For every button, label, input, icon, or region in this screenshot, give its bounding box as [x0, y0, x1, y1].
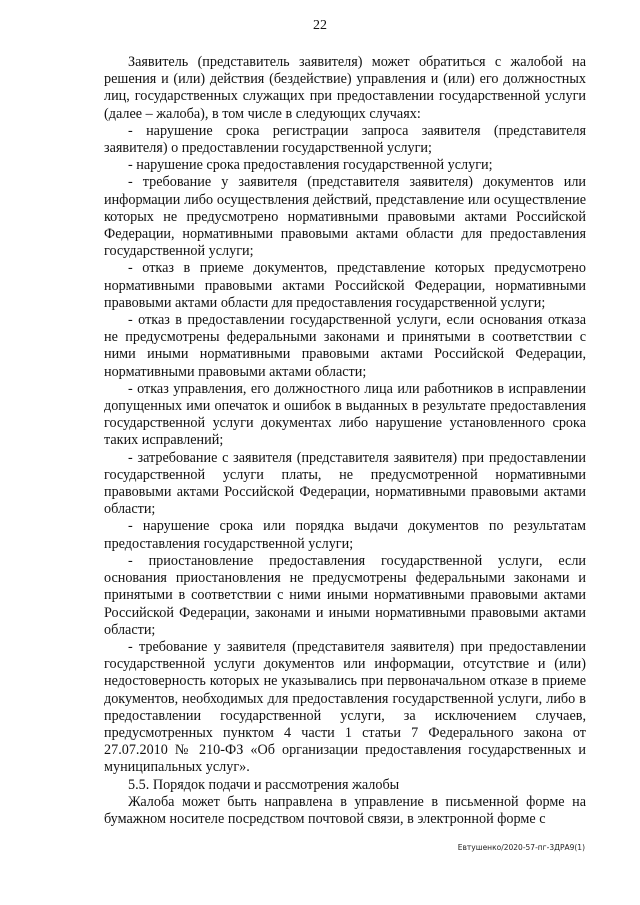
section-heading: 5.5. Порядок подачи и рассмотрения жалобы	[128, 776, 400, 793]
list-item: - отказ управления, его должностного лица или работников в исправлении допущенных ими опечаток и ошибок в выданных в результате предоставления государственной услуги документах либо нарушение установленного срока таких исправлений;	[104, 380, 586, 449]
paragraph-complaint: Жалоба может быть направлена в управление в письменной форме на бумажном носителе посредством почтовой связи, в электронной форме с	[104, 793, 586, 827]
list-item: - нарушение срока или порядка выдачи документов по результатам предоставления государственной услуги;	[104, 518, 586, 552]
footer-code: Евтушенко/2020-57-пг-3ДРА9(1)	[457, 843, 585, 852]
list-item: - требование у заявителя (представителя заявителя) документов или информации либо осуществления действий, представление или осуществление которых не предусмотрено нормативными правовыми актами Российской Федерации, нормативными правовыми актами области для предоставления государственной услуги;	[104, 174, 586, 260]
page-number: 22	[313, 18, 327, 33]
list-item: - отказ в предоставлении государственной услуги, если основания отказа не предусмотрены федеральными законами и принятыми в соответствии с ними иными нормативными правовыми актами Российской Федерации, нормативными правовыми актами области;	[104, 312, 586, 380]
list-item: - затребование с заявителя (представителя заявителя) при предоставлении государственной услуги платы, не предусмотренной нормативными правовыми актами Российской Федерации, нормативными правовыми актами области;	[104, 449, 586, 518]
list-item: - приостановление предоставления государственной услуги, если основания приостановления не предусмотрены федеральными законами и принятыми в соответствии с ними иными нормативными правовыми актами Российской Федерации, законами и иными нормативными правовыми актами области;	[104, 552, 586, 638]
list-item: - требование у заявителя (представителя заявителя) при предоставлении государственной услуги документов или информации, отсутствие и (или) недостоверность которых не указывались при первоначальном отказе в приеме документов, необходимых для предоставления государственной услуги, либо в предоставлении государственной услуги, за исключением случаев, предусмотренных пунктом 4 части 1 статьи 7 Федерального закона от 27.07.2010 № 210-ФЗ «Об организации предоставления государственных и муниципальных услуг».	[104, 638, 586, 776]
document-body	[104, 54, 586, 828]
paragraph-intro: Заявитель (представитель заявителя) может обратиться с жалобой на решения и (или) действия (бездействие) управления и (или) его должностных лиц, государственных служащих при предоставлении государственной услуги (далее – жалоба), в том числе в следующих случаях:	[104, 54, 586, 122]
list-item: - отказ в приеме документов, представление которых предусмотрено нормативными правовыми актами Российской Федерации, нормативными правовыми актами области для предоставления государственной услуги;	[104, 260, 586, 311]
list-item: - нарушение срока предоставления государственной услуги;	[128, 157, 493, 174]
list-item: - нарушение срока регистрации запроса заявителя (представителя заявителя) о предоставлении государственной услуги;	[104, 122, 586, 157]
